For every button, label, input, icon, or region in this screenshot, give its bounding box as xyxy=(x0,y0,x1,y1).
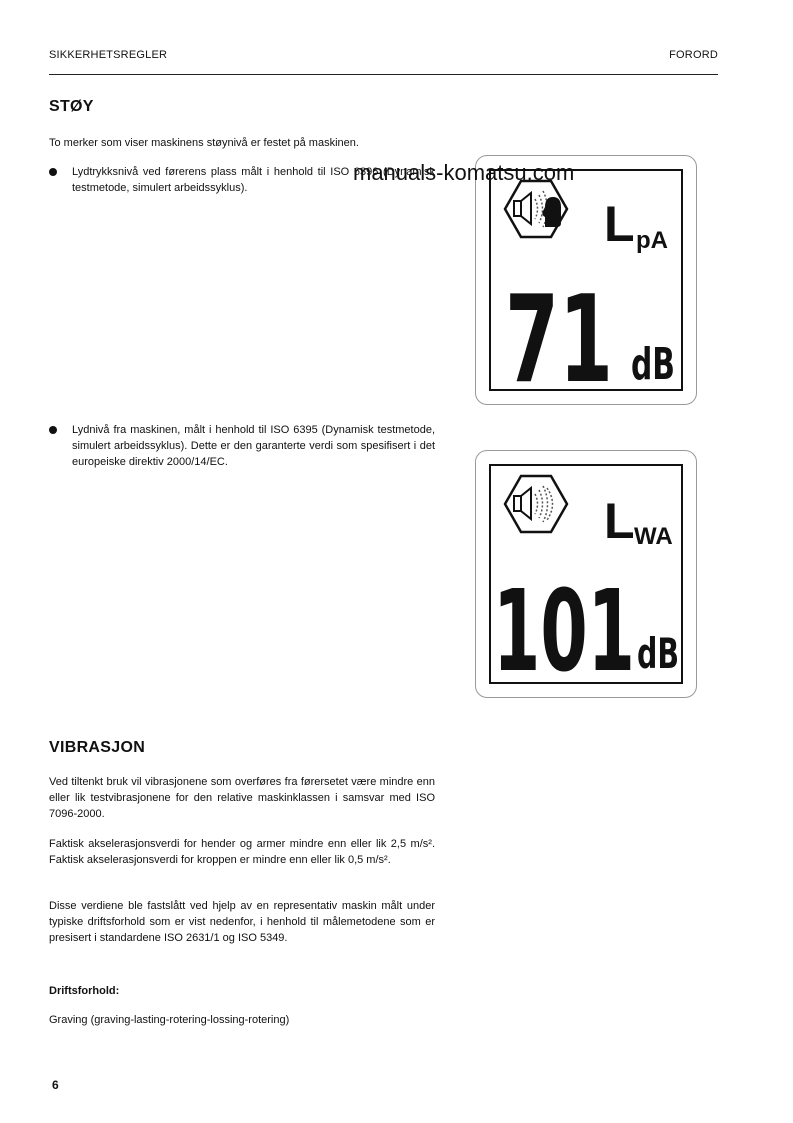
sound-unit: dB xyxy=(637,629,679,678)
watermark: manuals-komatsu.com xyxy=(353,160,575,185)
sound-pressure-sign xyxy=(491,171,681,389)
noise-bullet-2 xyxy=(49,422,435,470)
speaker-icon xyxy=(505,476,567,532)
sound-pressure-label xyxy=(475,155,697,405)
noise-heading: STØY xyxy=(49,98,94,115)
symbol-subscript: pA xyxy=(636,227,668,254)
noise-bullet-2-text: Lydnivå fra maskinen, målt i henhold til ISO 6395 (Dynamisk testmetode, simulert arbeidssyklus). Dette er den garanterte verdi som spesifisert i det europeiske direktiv 2000/14/EC. xyxy=(72,424,435,468)
page-number: 6 xyxy=(52,1078,59,1092)
operating-conditions-heading: Driftsforhold: xyxy=(49,985,120,997)
noise-intro: To merker som viser maskinens støynivå er festet på maskinen. xyxy=(49,137,359,149)
sound-power-label xyxy=(475,450,697,698)
vibration-paragraph-1: Ved tiltenkt bruk vil vibrasjonene som overføres fra førersetet være mindre enn eller lik testvibrasjonene for den relative maskinklassen i samsvar med ISO 7096-2000. xyxy=(49,776,435,820)
speaker-head-icon xyxy=(505,181,567,237)
running-header-right: FORORD xyxy=(669,49,718,61)
sound-unit: dB xyxy=(631,339,675,389)
sound-value: 71 xyxy=(505,271,613,389)
bullet-dot xyxy=(49,168,57,176)
symbol-main: L xyxy=(604,493,635,549)
vibration-heading: VIBRASJON xyxy=(49,739,146,756)
bullet-dot xyxy=(49,426,57,434)
operating-conditions-text: Graving (graving-lasting-rotering-lossing-rotering) xyxy=(49,1014,290,1026)
noise-bullet-1-text: Lydtrykksnivå ved førerens plass målt i henhold til ISO 6396 (Dynamisk testmetode, simulert arbeidssyklus). xyxy=(72,166,435,194)
running-header-left: SIKKERHETSREGLER xyxy=(49,49,168,61)
sound-power-sign xyxy=(491,466,681,682)
label-frame xyxy=(489,169,683,391)
header-rule xyxy=(49,74,718,75)
symbol-subscript: WA xyxy=(634,523,673,550)
sound-value: 101 xyxy=(493,567,635,682)
symbol-main: L xyxy=(604,196,635,252)
label-frame xyxy=(489,464,683,684)
vibration-paragraph-2: Faktisk akselerasjonsverdi for hender og armer mindre enn eller lik 2,5 m/s². Faktisk akselerasjonsverdi for kroppen er mindre enn eller lik 0,5 m/s². xyxy=(49,838,435,866)
vibration-paragraph-3: Disse verdiene ble fastslått ved hjelp av en representativ maskin målt under typiske driftsforhold som er vist nedenfor, i henhold til målemetodene som er presisert i standardene ISO 2631/1 og ISO 5349. xyxy=(49,900,435,944)
